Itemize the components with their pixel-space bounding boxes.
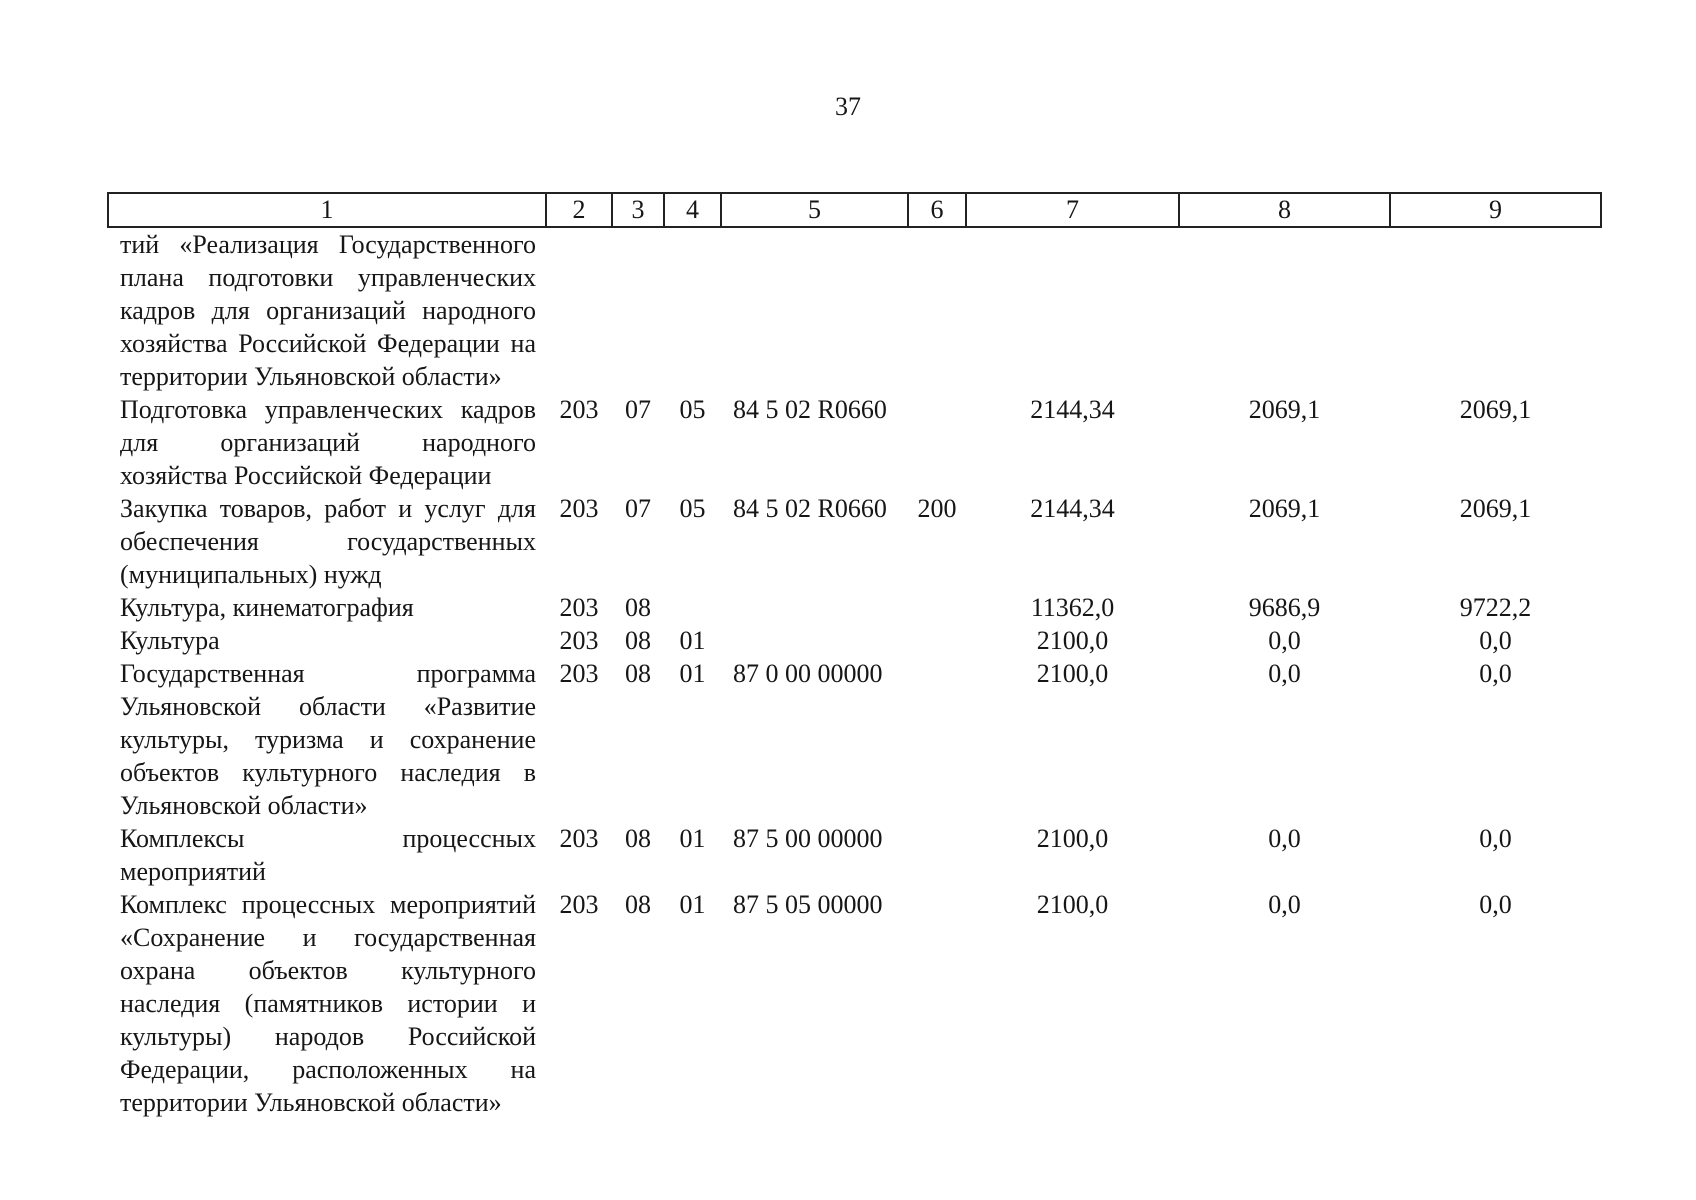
column-header: 6 — [908, 193, 966, 227]
column-header: 5 — [721, 193, 908, 227]
table-row — [108, 227, 1601, 393]
row-name-cell: тий «Реализация Государственного плана подготовки управленческих кадров для организаций народного хозяйства Российской Федерации на территории Ульяновской области» — [120, 230, 536, 391]
amount-cell: 2069,1 — [1459, 494, 1532, 523]
code-cell: 08 — [625, 659, 651, 688]
code-cell: 07 — [625, 395, 651, 424]
amount-cell: 2069,1 — [1459, 395, 1532, 424]
amount-cell: 0,0 — [1268, 659, 1301, 688]
code-cell — [908, 657, 966, 822]
column-header: 8 — [1179, 193, 1390, 227]
amount-cell — [1390, 227, 1601, 393]
code-cell: 08 — [625, 890, 651, 919]
row-name-cell: Культура, кинематография — [120, 593, 414, 622]
code-cell — [908, 822, 966, 888]
code-cell — [546, 227, 612, 393]
amount-cell: 0,0 — [1479, 824, 1512, 853]
code-cell: 203 — [559, 593, 599, 622]
code-cell — [612, 227, 664, 393]
table-row — [108, 657, 1601, 822]
code-cell: 203 — [559, 890, 599, 919]
table-header-row — [108, 193, 1601, 227]
code-cell: 87 0 00 00000 — [733, 659, 883, 688]
code-cell — [664, 227, 721, 393]
code-cell: 01 — [679, 626, 706, 655]
code-cell — [721, 624, 908, 657]
code-cell: 01 — [679, 659, 706, 688]
code-cell: 87 5 05 00000 — [733, 890, 883, 919]
amount-cell: 2144,34 — [1030, 395, 1115, 424]
column-header: 1 — [108, 193, 546, 227]
row-name-cell: Комплекс процессных мероприятий «Сохранение и государственная охрана объектов культурного наследия (памятников истории и культуры) народов Российской Федерации, расположенных на территории Ульяновской области» — [120, 890, 536, 1117]
code-cell: 07 — [625, 494, 651, 523]
code-cell: 203 — [559, 494, 599, 523]
column-header: 3 — [612, 193, 664, 227]
page-number: 37 — [835, 92, 861, 121]
table-row — [108, 492, 1601, 591]
row-name-cell: Комплексы процессных мероприятий — [120, 824, 536, 886]
amount-cell: 0,0 — [1479, 659, 1512, 688]
code-cell: 87 5 00 00000 — [733, 824, 883, 853]
table-row — [108, 393, 1601, 492]
code-cell — [908, 591, 966, 624]
row-name-cell: Культура — [120, 626, 220, 655]
amount-cell: 2144,34 — [1030, 494, 1115, 523]
code-cell — [664, 591, 721, 624]
code-cell — [908, 393, 966, 492]
amount-cell: 9722,2 — [1459, 593, 1532, 622]
column-header: 9 — [1390, 193, 1601, 227]
column-header: 2 — [546, 193, 612, 227]
code-cell: 05 — [679, 395, 706, 424]
column-header: 4 — [664, 193, 721, 227]
code-cell: 01 — [679, 824, 706, 853]
code-cell — [908, 624, 966, 657]
code-cell: 05 — [679, 494, 706, 523]
code-cell — [721, 591, 908, 624]
code-cell: 84 5 02 R0660 — [733, 395, 887, 424]
code-cell: 84 5 02 R0660 — [733, 494, 887, 523]
budget-table — [107, 192, 1602, 1119]
table-row — [108, 888, 1601, 1119]
row-name-cell: Государственная программа Ульяновской области «Развитие культуры, туризма и сохранение объектов культурного наследия в Ульяновской области» — [120, 659, 536, 820]
code-cell — [908, 888, 966, 1119]
code-cell: 08 — [625, 626, 651, 655]
table-row — [108, 624, 1601, 657]
table-row — [108, 822, 1601, 888]
code-cell — [908, 227, 966, 393]
amount-cell: 2100,0 — [1036, 890, 1109, 919]
amount-cell: 2100,0 — [1036, 824, 1109, 853]
code-cell: 203 — [559, 659, 599, 688]
table-row — [108, 591, 1601, 624]
code-cell: 08 — [625, 593, 651, 622]
amount-cell: 0,0 — [1268, 890, 1301, 919]
code-cell: 08 — [625, 824, 651, 853]
amount-cell — [966, 227, 1179, 393]
amount-cell: 9686,9 — [1248, 593, 1321, 622]
amount-cell: 2100,0 — [1036, 626, 1109, 655]
amount-cell: 0,0 — [1479, 626, 1512, 655]
row-name-cell: Закупка товаров, работ и услуг для обеспечения государственных (муниципальных) нужд — [120, 494, 536, 589]
code-cell: 200 — [917, 494, 957, 523]
code-cell: 203 — [559, 626, 599, 655]
code-cell — [721, 227, 908, 393]
amount-cell: 0,0 — [1479, 890, 1512, 919]
amount-cell: 2100,0 — [1036, 659, 1109, 688]
amount-cell: 2069,1 — [1248, 395, 1321, 424]
code-cell: 01 — [679, 890, 706, 919]
row-name-cell: Подготовка управленческих кадров для организаций народного хозяйства Российской Федерации — [120, 395, 536, 490]
amount-cell: 11362,0 — [1030, 593, 1115, 622]
amount-cell: 0,0 — [1268, 626, 1301, 655]
code-cell: 203 — [559, 824, 599, 853]
column-header: 7 — [966, 193, 1179, 227]
amount-cell — [1179, 227, 1390, 393]
code-cell: 203 — [559, 395, 599, 424]
amount-cell: 0,0 — [1268, 824, 1301, 853]
amount-cell: 2069,1 — [1248, 494, 1321, 523]
